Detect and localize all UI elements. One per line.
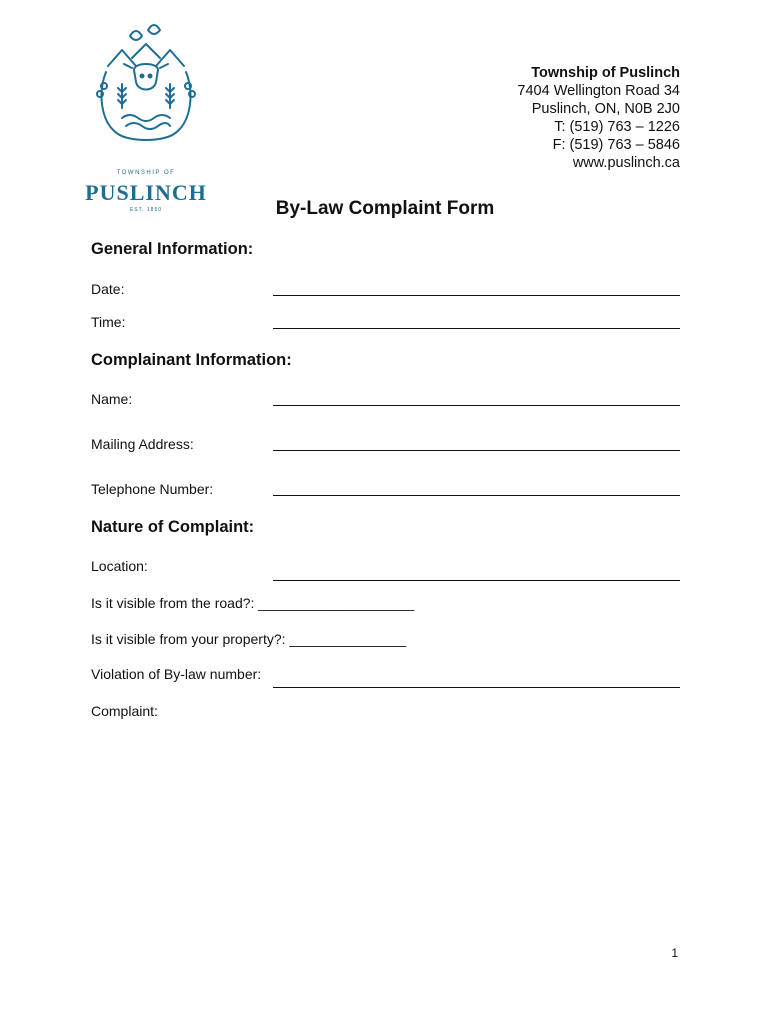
visible-from-road-question[interactable]: Is it visible from the road?: ____________________ — [91, 595, 415, 611]
violation-label: Violation of By-law number: — [91, 666, 262, 682]
date-field[interactable] — [273, 281, 680, 296]
street-address: 7404 Wellington Road 34 — [517, 83, 680, 99]
location-field[interactable] — [273, 566, 680, 581]
logo-name: PUSLINCH — [85, 180, 207, 205]
township-crest-icon — [78, 22, 214, 170]
visible-from-property-question[interactable]: Is it visible from your property?: _______________ — [91, 631, 407, 647]
general-info-heading: General Information: — [91, 240, 254, 258]
phone-number: T: (519) 763 – 1226 — [554, 119, 680, 135]
telephone-label: Telephone Number: — [91, 481, 214, 497]
township-logo — [78, 22, 214, 213]
form-title: By-Law Complaint Form — [275, 198, 495, 219]
location-label: Location: — [91, 558, 148, 574]
telephone-field[interactable] — [273, 481, 680, 496]
contact-address-block — [517, 64, 680, 172]
complaint-label: Complaint: — [91, 703, 158, 719]
mailing-address-field[interactable] — [273, 436, 680, 451]
organization-name: Township of Puslinch — [531, 65, 680, 81]
logo-established: EST. 1850 — [129, 207, 163, 213]
website-link[interactable]: www.puslinch.ca — [572, 155, 680, 171]
name-label: Name: — [91, 391, 133, 407]
complainant-info-heading: Complainant Information: — [91, 351, 292, 369]
date-label: Date: — [91, 281, 125, 297]
fax-number: F: (519) 763 – 5846 — [552, 137, 680, 153]
nature-of-complaint-heading: Nature of Complaint: — [91, 518, 255, 536]
city-address: Puslinch, ON, N0B 2J0 — [531, 101, 680, 117]
name-field[interactable] — [273, 391, 680, 406]
time-label: Time: — [91, 314, 126, 330]
page-number: 1 — [671, 946, 678, 960]
complaint-text-area[interactable] — [91, 725, 681, 925]
violation-field[interactable] — [273, 673, 680, 688]
mailing-address-label: Mailing Address: — [91, 436, 194, 452]
logo-township-of: TOWNSHIP OF — [116, 170, 176, 176]
time-field[interactable] — [273, 314, 680, 329]
